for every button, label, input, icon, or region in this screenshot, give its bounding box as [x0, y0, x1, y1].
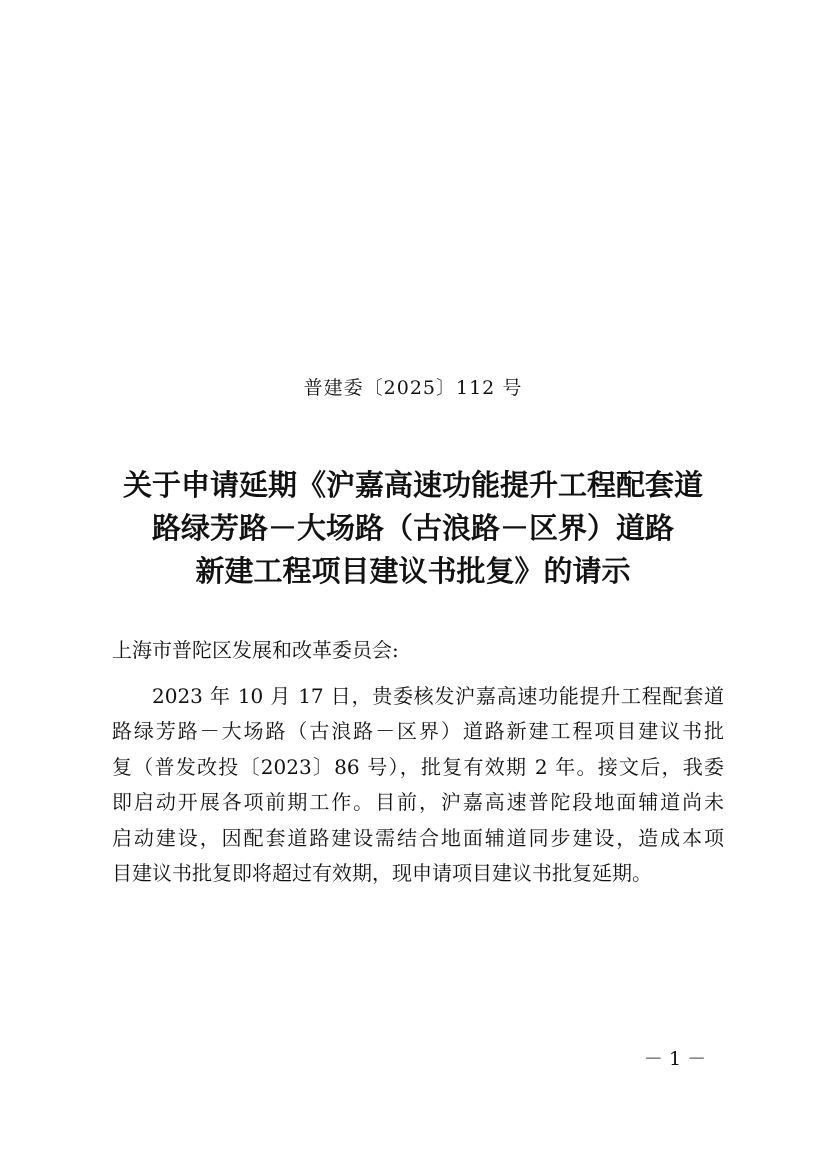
body-line: 路绿芳路－大场路（古浪路－区界）道路新建工程项目建议书批 — [112, 719, 724, 744]
body-line: 启动建设，因配套道路建设需结合地面辅道同步建设，造成本项 — [112, 825, 724, 850]
title-line: 路绿芳路－大场路（古浪路－区界）道路 — [151, 511, 674, 545]
page-number: － 1 － — [643, 1048, 707, 1070]
title-line: 关于申请延期《沪嘉高速功能提升工程配套道 — [122, 468, 703, 502]
body-line: 复（普发改投〔2023〕86 号），批复有效期 2 年。接文后，我委 — [112, 754, 724, 779]
body-paragraph — [112, 679, 724, 891]
body-line: 2023 年 10 月 17 日，贵委核发沪嘉高速功能提升工程配套道 — [152, 684, 724, 708]
document-number: 普建委〔2025〕112 号 — [303, 377, 523, 399]
document-title — [90, 464, 736, 593]
salutation: 上海市普陀区发展和改革委员会: — [112, 638, 399, 662]
body-line: 即启动开展各项前期工作。目前，沪嘉高速普陀段地面辅道尚未 — [112, 790, 724, 815]
body-line: 目建议书批复即将超过有效期，现申请项目建议书批复延期。 — [112, 860, 652, 885]
title-line: 新建工程项目建议书批复》的请示 — [195, 554, 631, 588]
